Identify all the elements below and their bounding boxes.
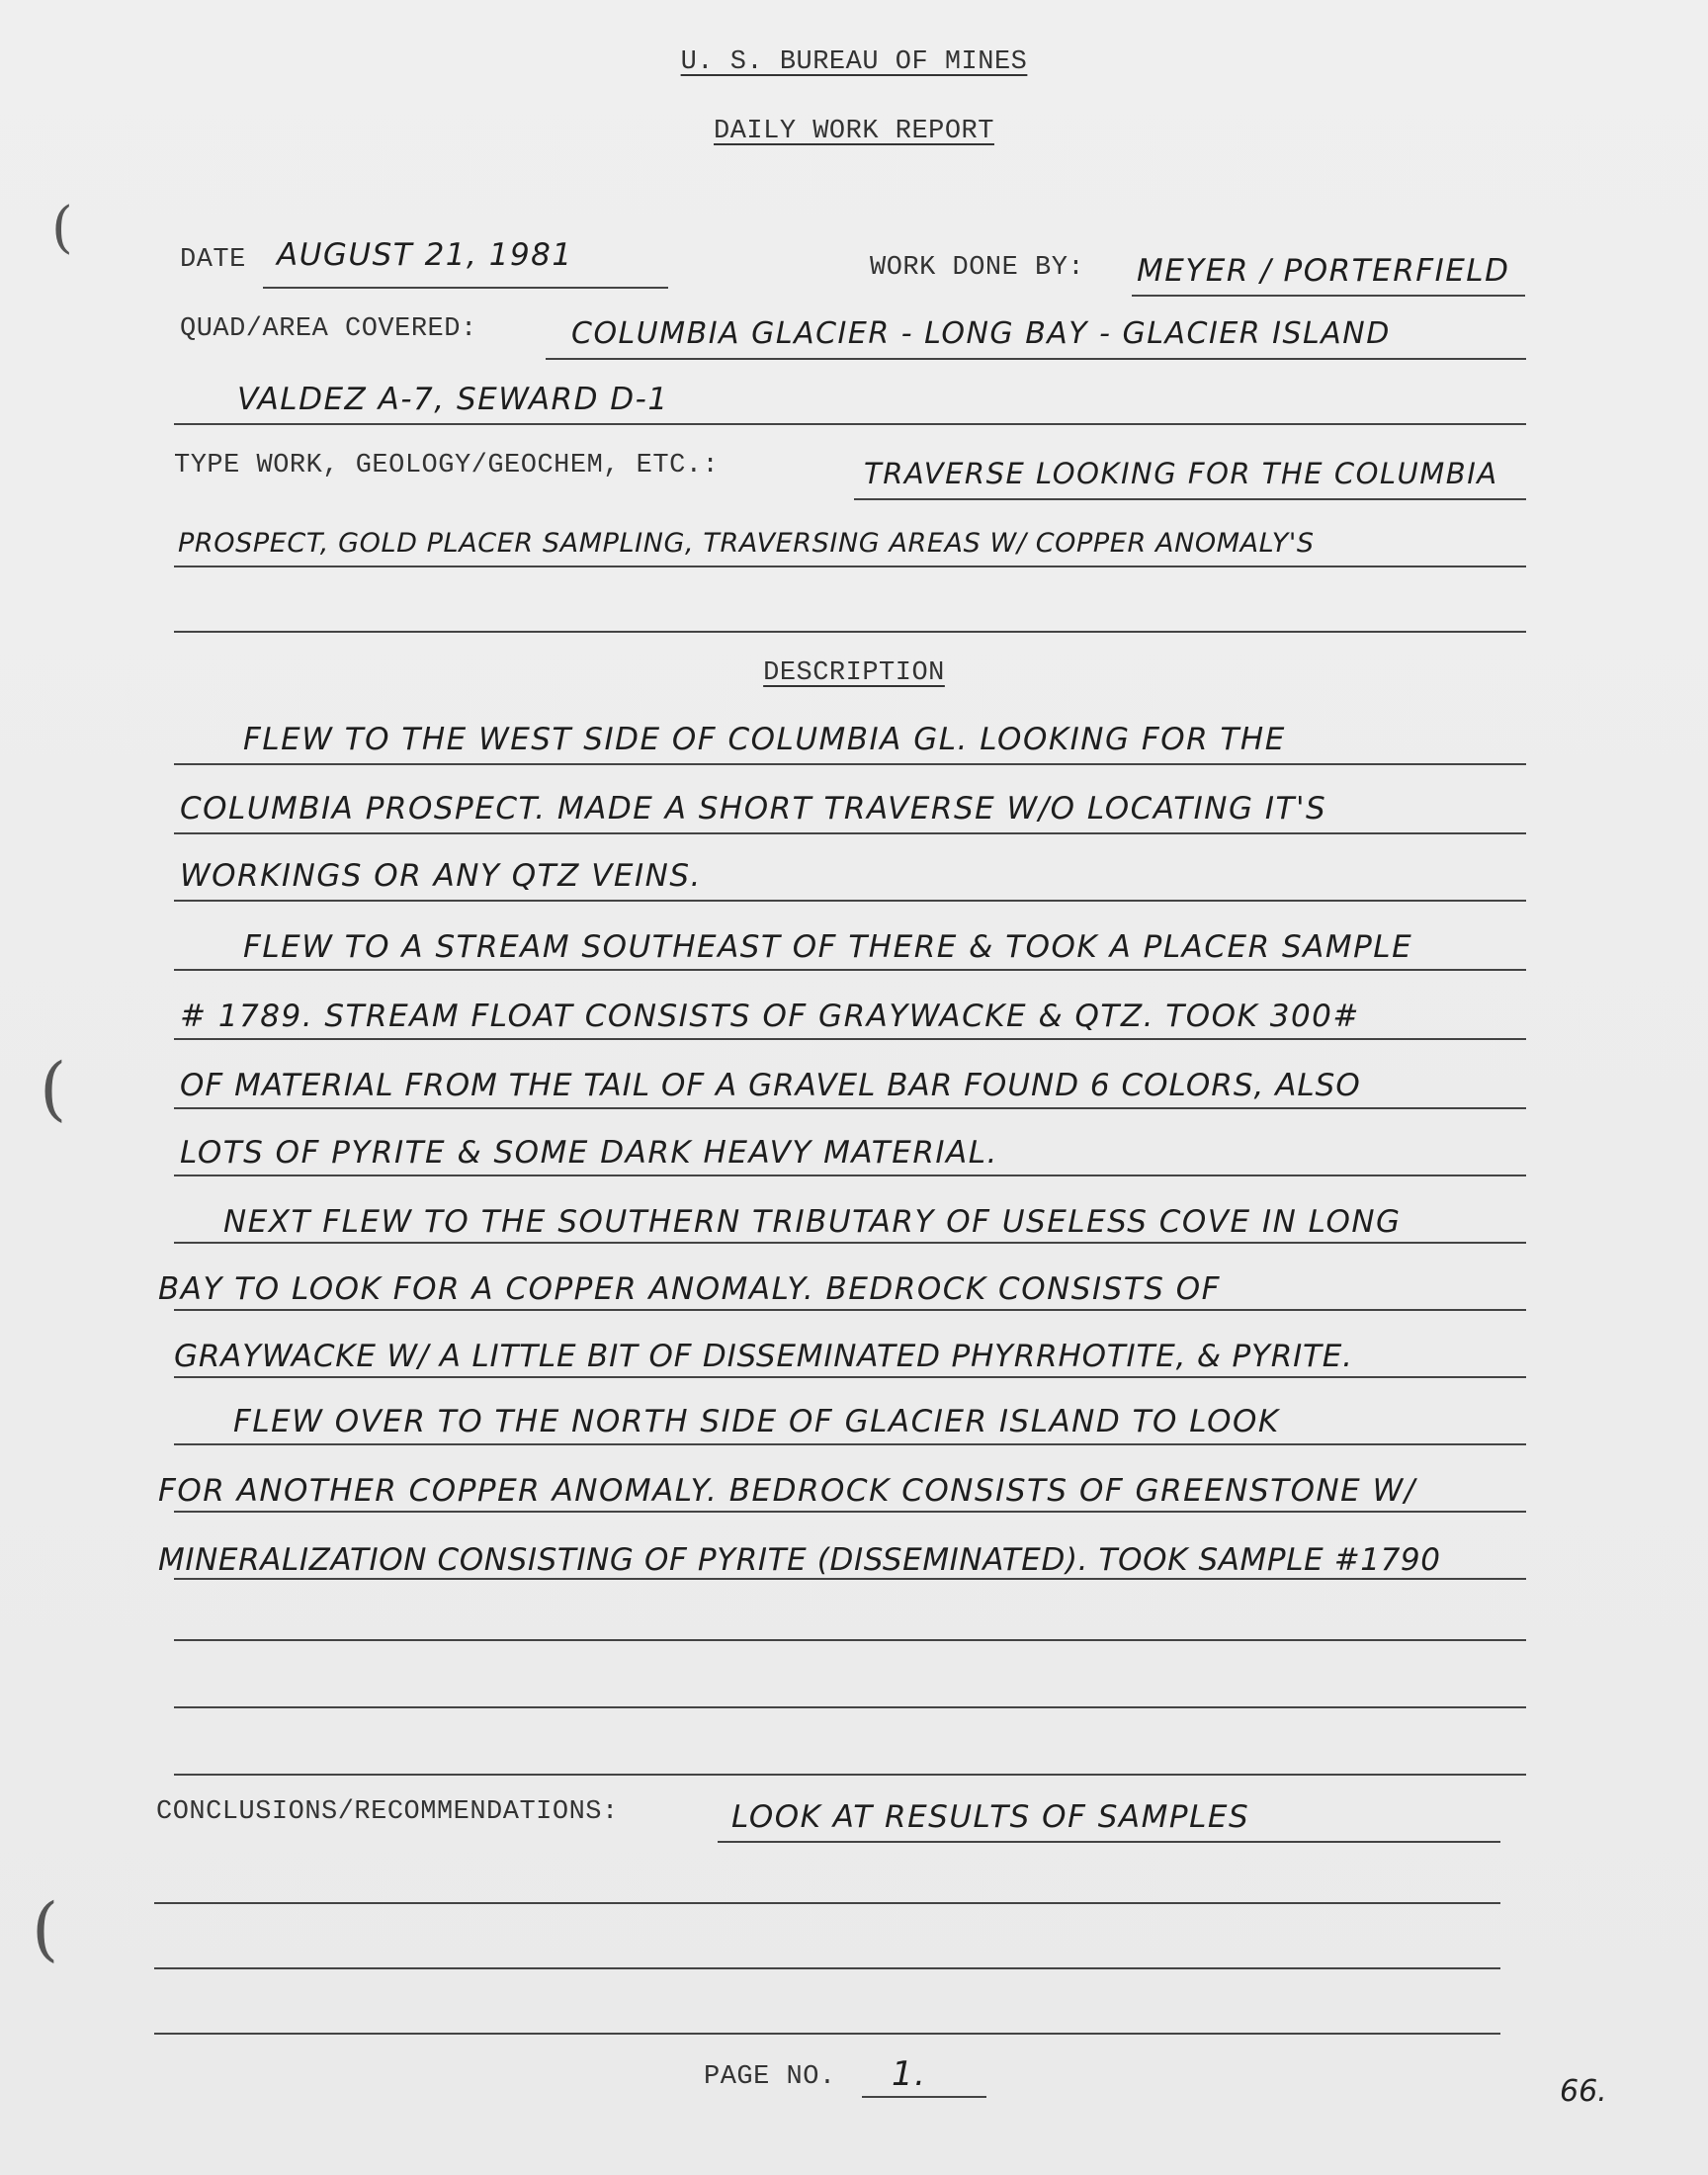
description-rule <box>174 1242 1526 1244</box>
margin-mark-bottom: ( <box>32 1888 59 1969</box>
description-rule <box>174 969 1526 971</box>
description-rule <box>174 1107 1526 1109</box>
margin-mark-middle: ( <box>40 1048 67 1129</box>
quad-label: QUAD/AREA COVERED: <box>180 314 477 344</box>
description-rule <box>174 1511 1526 1513</box>
description-line: NEXT FLEW TO THE SOUTHERN TRIBUTARY OF USELESS COVE IN LONG <box>223 1204 1402 1240</box>
quad-value-line1: COLUMBIA GLACIER - LONG BAY - GLACIER ISLAND <box>571 316 1391 351</box>
description-line: MINERALIZATION CONSISTING OF PYRITE (DISSEMINATED). TOOK SAMPLE #1790 <box>158 1542 1441 1578</box>
type-work-value-line1: TRAVERSE LOOKING FOR THE COLUMBIA <box>864 457 1498 490</box>
description-line: FOR ANOTHER COPPER ANOMALY. BEDROCK CONSISTS OF GREENSTONE W/ <box>158 1473 1416 1509</box>
page-number-value: 1. <box>892 2054 927 2094</box>
description-rule <box>174 763 1526 765</box>
description-line: OF MATERIAL FROM THE TAIL OF A GRAVEL BAR FOUND 6 COLORS, ALSO <box>180 1068 1361 1103</box>
quad-value-line2: VALDEZ A-7, SEWARD D-1 <box>237 382 669 417</box>
description-rule <box>174 1038 1526 1040</box>
conclusions-value: LOOK AT RESULTS OF SAMPLES <box>731 1799 1250 1835</box>
description-rule <box>174 1774 1526 1776</box>
description-line: FLEW TO THE WEST SIDE OF COLUMBIA GL. LOOKING FOR THE <box>243 722 1286 757</box>
description-rule <box>174 900 1526 902</box>
description-heading: DESCRIPTION <box>763 658 945 688</box>
description-line: GRAYWACKE W/ A LITTLE BIT OF DISSEMINATED PHYRRHOTITE, & PYRITE. <box>174 1339 1353 1374</box>
description-rule <box>174 1174 1526 1176</box>
description-line: LOTS OF PYRITE & SOME DARK HEAVY MATERIAL. <box>180 1135 998 1171</box>
date-label: DATE <box>180 245 246 275</box>
type-work-value-line2: PROSPECT, GOLD PLACER SAMPLING, TRAVERSING AREAS W/ COPPER ANOMALY'S <box>178 528 1315 559</box>
description-line: FLEW TO A STREAM SOUTHEAST OF THERE & TOOK A PLACER SAMPLE <box>243 929 1413 965</box>
description-rule <box>174 1639 1526 1641</box>
description-rule <box>174 1376 1526 1378</box>
corner-page-number: 66. <box>1560 2074 1607 2109</box>
conclusions-label: CONCLUSIONS/RECOMMENDATIONS: <box>156 1797 619 1827</box>
type-work-line-1 <box>854 498 1526 500</box>
page-number-label: PAGE NO. <box>704 2062 836 2092</box>
form-title: DAILY WORK REPORT <box>714 117 994 146</box>
description-rule <box>174 1706 1526 1708</box>
conclusions-line-3 <box>154 1967 1500 1969</box>
conclusions-line-1 <box>718 1841 1500 1843</box>
description-rule <box>174 1443 1526 1445</box>
description-line: BAY TO LOOK FOR A COPPER ANOMALY. BEDROCK CONSISTS OF <box>158 1271 1221 1307</box>
description-rule <box>174 1309 1526 1311</box>
description-line: FLEW OVER TO THE NORTH SIDE OF GLACIER ISLAND TO LOOK <box>233 1404 1280 1439</box>
conclusions-line-4 <box>154 2033 1500 2035</box>
agency-title: U. S. BUREAU OF MINES <box>680 47 1028 77</box>
date-value: AUGUST 21, 1981 <box>277 237 573 273</box>
date-line <box>263 287 668 289</box>
work-done-by-value: MEYER / PORTERFIELD <box>1137 253 1510 289</box>
margin-mark-top: ( <box>51 196 73 260</box>
page-number-line <box>862 2096 986 2098</box>
description-rule <box>174 1578 1526 1580</box>
work-done-by-label: WORK DONE BY: <box>870 253 1085 283</box>
type-work-line-3 <box>174 631 1526 633</box>
quad-line-2 <box>174 423 1526 425</box>
description-line: # 1789. STREAM FLOAT CONSISTS OF GRAYWACKE & QTZ. TOOK 300# <box>180 999 1360 1034</box>
conclusions-line-2 <box>154 1902 1500 1904</box>
type-work-line-2 <box>174 566 1526 567</box>
type-work-label: TYPE WORK, GEOLOGY/GEOCHEM, ETC.: <box>174 451 720 480</box>
quad-line-1 <box>546 358 1526 360</box>
description-rule <box>174 832 1526 834</box>
work-done-by-line <box>1132 295 1525 297</box>
description-line: COLUMBIA PROSPECT. MADE A SHORT TRAVERSE W/O LOCATING IT'S <box>180 791 1327 826</box>
description-line: WORKINGS OR ANY QTZ VEINS. <box>180 858 702 894</box>
